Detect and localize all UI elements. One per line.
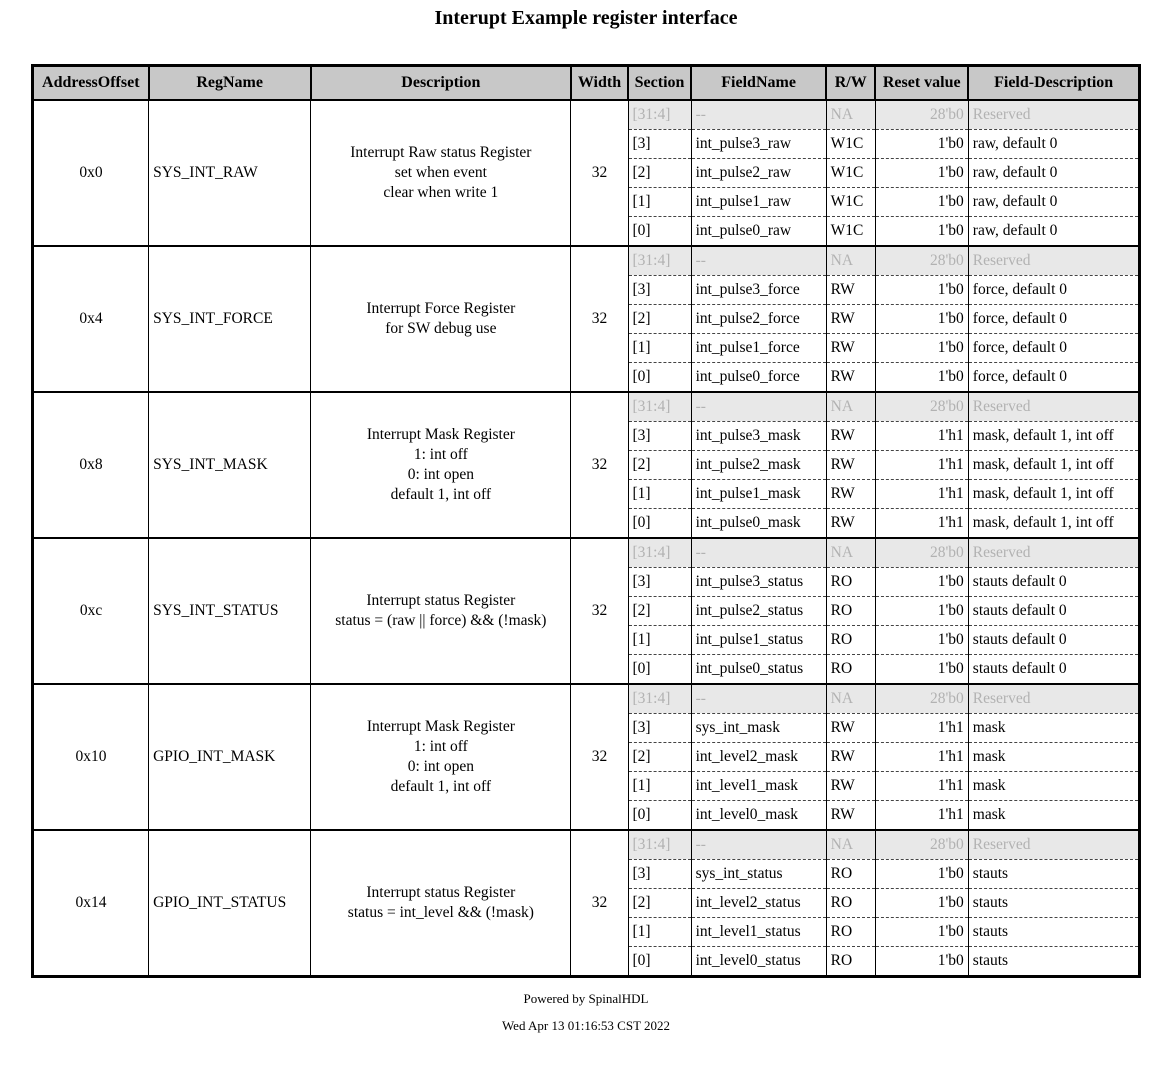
- field-name-cell: --: [691, 538, 826, 568]
- field-name-cell: int_level2_mask: [691, 743, 826, 772]
- field-description-cell: stauts default 0: [968, 597, 1139, 626]
- field-section-cell: [31:4]: [628, 392, 691, 422]
- address-offset-cell: 0x10: [33, 684, 149, 830]
- field-row-reserved: [33, 830, 1140, 860]
- field-description-cell: mask: [968, 743, 1139, 772]
- field-section-cell: [3]: [628, 568, 691, 597]
- field-rw-cell: RW: [826, 480, 875, 509]
- field-description-cell: Reserved: [968, 100, 1139, 130]
- field-reset-value-cell: 1'h1: [875, 714, 968, 743]
- register-block: [33, 538, 1140, 684]
- column-header: Section: [628, 66, 691, 101]
- field-reset-value-cell: 1'b0: [875, 860, 968, 889]
- field-rw-cell: RO: [826, 626, 875, 655]
- field-name-cell: int_pulse2_mask: [691, 451, 826, 480]
- field-name-cell: int_pulse2_raw: [691, 159, 826, 188]
- field-name-cell: int_pulse0_mask: [691, 509, 826, 539]
- field-name-cell: int_pulse2_status: [691, 597, 826, 626]
- field-rw-cell: W1C: [826, 188, 875, 217]
- field-description-cell: raw, default 0: [968, 188, 1139, 217]
- field-section-cell: [3]: [628, 860, 691, 889]
- register-block: [33, 830, 1140, 977]
- field-name-cell: int_pulse2_force: [691, 305, 826, 334]
- field-description-cell: stauts: [968, 947, 1139, 977]
- field-description-cell: stauts default 0: [968, 568, 1139, 597]
- reg-description-cell: Interrupt Force Register for SW debug use: [311, 246, 571, 392]
- reg-width-cell: 32: [571, 246, 628, 392]
- field-rw-cell: RO: [826, 889, 875, 918]
- field-reset-value-cell: 1'b0: [875, 276, 968, 305]
- field-rw-cell: NA: [826, 246, 875, 276]
- field-reset-value-cell: 1'h1: [875, 451, 968, 480]
- field-section-cell: [2]: [628, 305, 691, 334]
- field-row-reserved: [33, 246, 1140, 276]
- reg-width-cell: 32: [571, 684, 628, 830]
- register-block: [33, 100, 1140, 246]
- field-rw-cell: W1C: [826, 217, 875, 247]
- field-name-cell: sys_int_mask: [691, 714, 826, 743]
- field-rw-cell: W1C: [826, 159, 875, 188]
- field-name-cell: int_pulse1_status: [691, 626, 826, 655]
- column-header: AddressOffset: [33, 66, 149, 101]
- field-section-cell: [0]: [628, 801, 691, 831]
- register-block: [33, 684, 1140, 830]
- field-name-cell: int_level0_status: [691, 947, 826, 977]
- field-reset-value-cell: 1'h1: [875, 743, 968, 772]
- field-reset-value-cell: 28'b0: [875, 392, 968, 422]
- field-section-cell: [1]: [628, 334, 691, 363]
- field-reset-value-cell: 1'b0: [875, 568, 968, 597]
- field-row-reserved: [33, 538, 1140, 568]
- field-description-cell: mask: [968, 801, 1139, 831]
- column-header: Description: [311, 66, 571, 101]
- field-reset-value-cell: 1'h1: [875, 509, 968, 539]
- field-rw-cell: NA: [826, 684, 875, 714]
- field-section-cell: [2]: [628, 743, 691, 772]
- field-reset-value-cell: 1'h1: [875, 422, 968, 451]
- field-name-cell: int_level0_mask: [691, 801, 826, 831]
- field-section-cell: [31:4]: [628, 538, 691, 568]
- reg-description-cell: Interrupt Mask Register 1: int off 0: int open default 1, int off: [311, 392, 571, 538]
- reg-name-cell: SYS_INT_MASK: [149, 392, 311, 538]
- field-section-cell: [3]: [628, 276, 691, 305]
- field-rw-cell: RW: [826, 772, 875, 801]
- field-section-cell: [0]: [628, 217, 691, 247]
- field-name-cell: int_pulse3_status: [691, 568, 826, 597]
- field-description-cell: stauts default 0: [968, 626, 1139, 655]
- register-table: [31, 64, 1141, 978]
- field-description-cell: mask: [968, 714, 1139, 743]
- register-block: [33, 246, 1140, 392]
- field-description-cell: raw, default 0: [968, 159, 1139, 188]
- field-section-cell: [31:4]: [628, 830, 691, 860]
- register-block: [33, 392, 1140, 538]
- field-rw-cell: RW: [826, 801, 875, 831]
- field-description-cell: Reserved: [968, 538, 1139, 568]
- field-section-cell: [2]: [628, 889, 691, 918]
- field-section-cell: [1]: [628, 626, 691, 655]
- reg-width-cell: 32: [571, 830, 628, 977]
- field-section-cell: [0]: [628, 947, 691, 977]
- field-section-cell: [31:4]: [628, 684, 691, 714]
- field-rw-cell: W1C: [826, 130, 875, 159]
- field-reset-value-cell: 28'b0: [875, 684, 968, 714]
- reg-width-cell: 32: [571, 100, 628, 246]
- field-reset-value-cell: 1'b0: [875, 597, 968, 626]
- field-rw-cell: RO: [826, 655, 875, 685]
- field-name-cell: int_pulse0_raw: [691, 217, 826, 247]
- field-description-cell: mask, default 1, int off: [968, 422, 1139, 451]
- field-section-cell: [1]: [628, 480, 691, 509]
- field-reset-value-cell: 28'b0: [875, 246, 968, 276]
- field-section-cell: [3]: [628, 422, 691, 451]
- field-description-cell: stauts: [968, 918, 1139, 947]
- field-rw-cell: NA: [826, 392, 875, 422]
- field-description-cell: mask, default 1, int off: [968, 480, 1139, 509]
- field-reset-value-cell: 1'b0: [875, 626, 968, 655]
- field-row-reserved: [33, 684, 1140, 714]
- field-reset-value-cell: 28'b0: [875, 100, 968, 130]
- column-header: Field-Description: [968, 66, 1139, 101]
- field-name-cell: int_pulse1_mask: [691, 480, 826, 509]
- field-reset-value-cell: 1'b0: [875, 130, 968, 159]
- field-name-cell: sys_int_status: [691, 860, 826, 889]
- footer-timestamp: Wed Apr 13 01:16:53 CST 2022: [501, 1018, 671, 1033]
- field-description-cell: force, default 0: [968, 363, 1139, 393]
- field-rw-cell: RW: [826, 509, 875, 539]
- field-section-cell: [0]: [628, 509, 691, 539]
- field-rw-cell: RO: [826, 918, 875, 947]
- field-section-cell: [2]: [628, 451, 691, 480]
- reg-name-cell: SYS_INT_STATUS: [149, 538, 311, 684]
- field-rw-cell: RO: [826, 568, 875, 597]
- reg-description-cell: Interrupt Raw status Register set when event clear when write 1: [311, 100, 571, 246]
- field-section-cell: [2]: [628, 597, 691, 626]
- field-name-cell: --: [691, 684, 826, 714]
- footer-powered-by: Powered by SpinalHDL: [523, 991, 649, 1006]
- field-reset-value-cell: 1'b0: [875, 918, 968, 947]
- field-rw-cell: NA: [826, 100, 875, 130]
- field-name-cell: int_level1_mask: [691, 772, 826, 801]
- field-rw-cell: RW: [826, 305, 875, 334]
- field-row-reserved: [33, 392, 1140, 422]
- reg-width-cell: 32: [571, 538, 628, 684]
- field-description-cell: mask, default 1, int off: [968, 451, 1139, 480]
- reg-width-cell: 32: [571, 392, 628, 538]
- field-name-cell: int_pulse3_raw: [691, 130, 826, 159]
- field-reset-value-cell: 28'b0: [875, 830, 968, 860]
- field-section-cell: [31:4]: [628, 246, 691, 276]
- field-description-cell: Reserved: [968, 830, 1139, 860]
- field-name-cell: int_pulse1_raw: [691, 188, 826, 217]
- field-description-cell: stauts default 0: [968, 655, 1139, 685]
- field-row-reserved: [33, 100, 1140, 130]
- field-reset-value-cell: 28'b0: [875, 538, 968, 568]
- field-reset-value-cell: 1'b0: [875, 889, 968, 918]
- field-rw-cell: NA: [826, 538, 875, 568]
- field-reset-value-cell: 1'b0: [875, 947, 968, 977]
- field-rw-cell: RW: [826, 363, 875, 393]
- field-name-cell: int_pulse1_force: [691, 334, 826, 363]
- reg-name-cell: GPIO_INT_STATUS: [149, 830, 311, 977]
- column-header: Reset value: [875, 66, 968, 101]
- reg-name-cell: GPIO_INT_MASK: [149, 684, 311, 830]
- field-description-cell: stauts: [968, 860, 1139, 889]
- field-name-cell: int_level1_status: [691, 918, 826, 947]
- field-rw-cell: RO: [826, 597, 875, 626]
- field-section-cell: [3]: [628, 714, 691, 743]
- field-description-cell: raw, default 0: [968, 130, 1139, 159]
- field-name-cell: int_pulse3_force: [691, 276, 826, 305]
- address-offset-cell: 0x4: [33, 246, 149, 392]
- field-reset-value-cell: 1'b0: [875, 363, 968, 393]
- field-description-cell: raw, default 0: [968, 217, 1139, 247]
- field-reset-value-cell: 1'h1: [875, 772, 968, 801]
- field-reset-value-cell: 1'b0: [875, 188, 968, 217]
- field-section-cell: [1]: [628, 772, 691, 801]
- field-section-cell: [0]: [628, 655, 691, 685]
- address-offset-cell: 0x8: [33, 392, 149, 538]
- reg-name-cell: SYS_INT_RAW: [149, 100, 311, 246]
- field-description-cell: force, default 0: [968, 305, 1139, 334]
- field-name-cell: int_pulse0_status: [691, 655, 826, 685]
- field-name-cell: int_pulse0_force: [691, 363, 826, 393]
- reg-description-cell: Interrupt Mask Register 1: int off 0: int open default 1, int off: [311, 684, 571, 830]
- field-rw-cell: RW: [826, 743, 875, 772]
- reg-description-cell: Interrupt status Register status = int_level && (!mask): [311, 830, 571, 977]
- field-description-cell: mask, default 1, int off: [968, 509, 1139, 539]
- address-offset-cell: 0x14: [33, 830, 149, 977]
- field-rw-cell: RW: [826, 276, 875, 305]
- field-description-cell: Reserved: [968, 684, 1139, 714]
- field-description-cell: Reserved: [968, 246, 1139, 276]
- field-description-cell: force, default 0: [968, 334, 1139, 363]
- field-rw-cell: RW: [826, 451, 875, 480]
- field-rw-cell: RO: [826, 947, 875, 977]
- table-header-row: [33, 66, 1140, 101]
- field-name-cell: --: [691, 830, 826, 860]
- field-reset-value-cell: 1'b0: [875, 655, 968, 685]
- field-rw-cell: RW: [826, 422, 875, 451]
- field-reset-value-cell: 1'b0: [875, 334, 968, 363]
- field-description-cell: stauts: [968, 889, 1139, 918]
- address-offset-cell: 0xc: [33, 538, 149, 684]
- field-name-cell: --: [691, 100, 826, 130]
- table-head: [33, 66, 1140, 101]
- field-section-cell: [31:4]: [628, 100, 691, 130]
- column-header: RegName: [149, 66, 311, 101]
- field-description-cell: Reserved: [968, 392, 1139, 422]
- field-rw-cell: RW: [826, 714, 875, 743]
- field-description-cell: mask: [968, 772, 1139, 801]
- reg-name-cell: SYS_INT_FORCE: [149, 246, 311, 392]
- column-header: FieldName: [691, 66, 826, 101]
- reg-description-cell: Interrupt status Register status = (raw || force) && (!mask): [311, 538, 571, 684]
- field-rw-cell: RW: [826, 334, 875, 363]
- field-name-cell: --: [691, 246, 826, 276]
- field-description-cell: force, default 0: [968, 276, 1139, 305]
- field-reset-value-cell: 1'b0: [875, 217, 968, 247]
- field-rw-cell: RO: [826, 860, 875, 889]
- field-section-cell: [2]: [628, 159, 691, 188]
- field-section-cell: [1]: [628, 918, 691, 947]
- field-section-cell: [3]: [628, 130, 691, 159]
- address-offset-cell: 0x0: [33, 100, 149, 246]
- field-reset-value-cell: 1'h1: [875, 801, 968, 831]
- field-name-cell: int_level2_status: [691, 889, 826, 918]
- field-reset-value-cell: 1'b0: [875, 305, 968, 334]
- column-header: R/W: [826, 66, 875, 101]
- field-name-cell: --: [691, 392, 826, 422]
- field-section-cell: [0]: [628, 363, 691, 393]
- field-reset-value-cell: 1'h1: [875, 480, 968, 509]
- field-name-cell: int_pulse3_mask: [691, 422, 826, 451]
- field-rw-cell: NA: [826, 830, 875, 860]
- column-header: Width: [571, 66, 628, 101]
- page-title: Interupt Example register interface: [434, 7, 738, 29]
- field-reset-value-cell: 1'b0: [875, 159, 968, 188]
- field-section-cell: [1]: [628, 188, 691, 217]
